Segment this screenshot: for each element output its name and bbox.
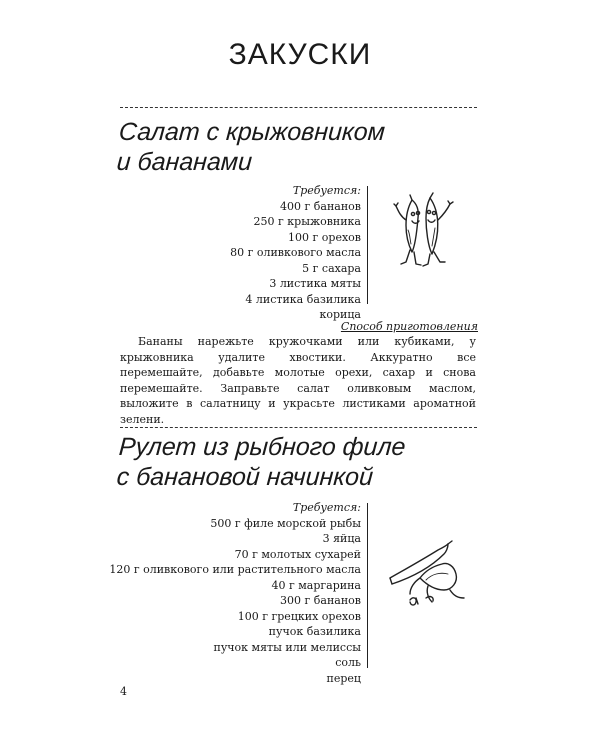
- ingredient-item: 3 листика мяты: [269, 277, 361, 290]
- ingredient-item: 300 г бананов: [280, 594, 361, 607]
- ingredient-item: перец: [326, 671, 361, 685]
- ingredient-item: 5 г сахара: [302, 261, 361, 275]
- ingredient-item: 100 г грецких орехов: [237, 609, 361, 623]
- recipe-title-line: Рулет из рыбного филе: [117, 433, 407, 461]
- recipe-title-line: и бананами: [115, 148, 254, 176]
- requires-label: Требуется:: [292, 184, 361, 197]
- ingredient-item: пучок базилика: [268, 625, 361, 638]
- ingredients-list-2: [109, 500, 361, 686]
- requires-label: Требуется:: [292, 501, 361, 514]
- ingredient-item: 400 г бананов: [280, 199, 361, 213]
- recipe-title-line: Салат с крыжовником: [117, 118, 386, 146]
- ingredients-bar: [367, 186, 368, 304]
- recipe-title-line: с банановой начинкой: [115, 463, 375, 491]
- ingredient-item: корица: [319, 308, 361, 321]
- method-text: Бананы нарежьте кружочками или кубиками, у крыжовника удалите хвостики. Аккуратно все перемешайте, добавьте молотые орехи, сахар и снова перемешайте. Заправьте салат оливковым маслом, выложите в салатницу и украсьте листиками ароматной зелени.: [120, 335, 476, 426]
- recipe-title-1: [116, 117, 500, 177]
- chapter-title: ЗАКУСКИ: [228, 38, 372, 71]
- ingredient-item: 4 листика базилика: [245, 292, 361, 306]
- ingredient-item: 80 г оливкового масла: [230, 246, 361, 259]
- ingredient-item: 100 г орехов: [288, 230, 361, 244]
- peeled-banana-illustration: [380, 540, 470, 610]
- ingredient-item: 3 яйца: [322, 532, 361, 545]
- page-number: 4: [120, 685, 127, 698]
- dashed-divider: [120, 427, 477, 428]
- ingredient-item: 250 г крыжовника: [253, 215, 361, 228]
- ingredient-item: пучок мяты или мелиссы: [213, 640, 361, 654]
- ingredient-item: 40 г маргарина: [271, 578, 361, 592]
- ingredient-item: 120 г оливкового или растительного масла: [109, 563, 361, 576]
- method-label: Способ приготовления: [340, 320, 478, 333]
- dashed-divider: [120, 107, 477, 108]
- ingredient-item: соль: [335, 656, 361, 669]
- recipe-title-2: [116, 432, 500, 492]
- ingredients-list-1: [230, 183, 361, 323]
- banana-characters-illustration: [390, 190, 462, 270]
- ingredient-item: 70 г молотых сухарей: [234, 547, 361, 561]
- ingredients-bar: [367, 503, 368, 668]
- ingredient-item: 500 г филе морской рыбы: [210, 516, 361, 530]
